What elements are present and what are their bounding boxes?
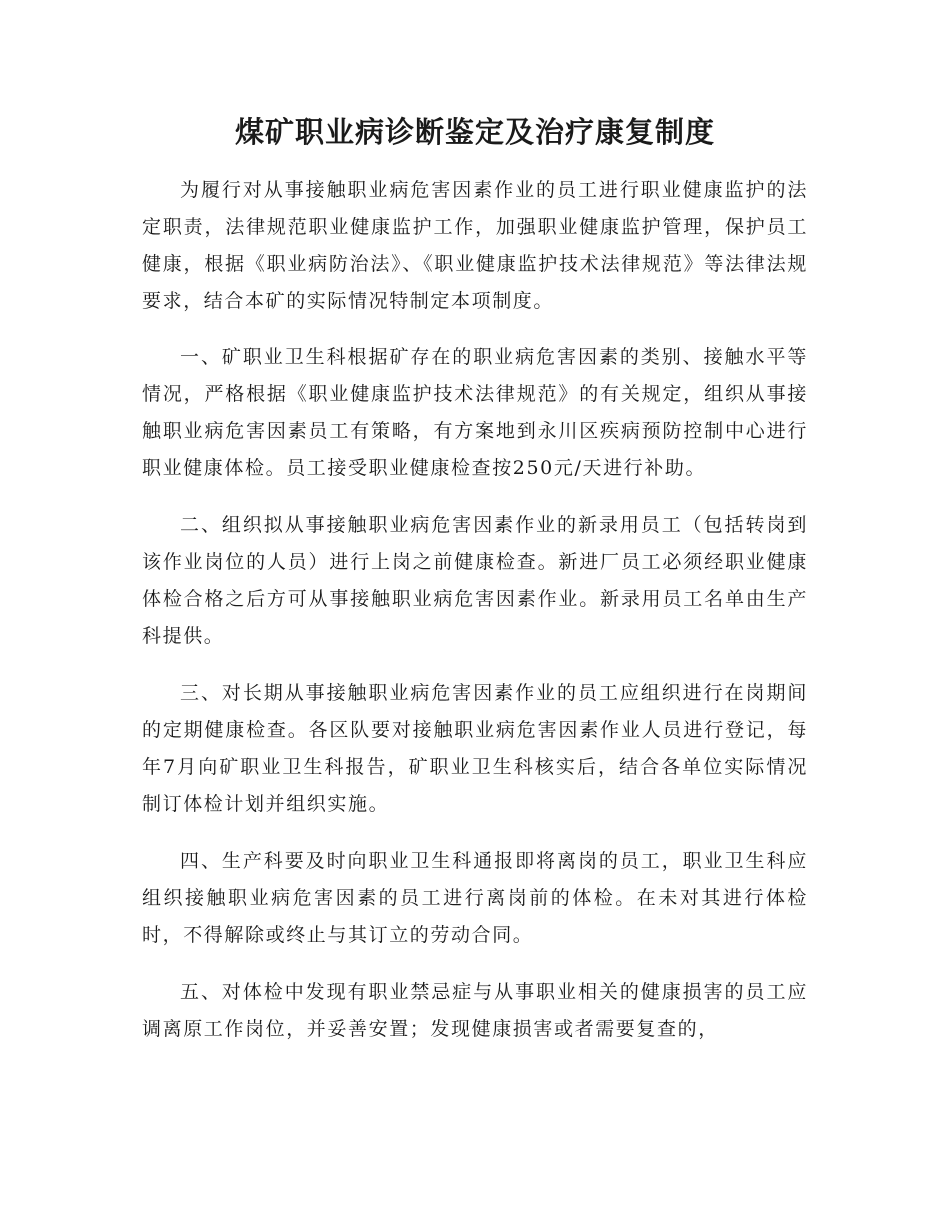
paragraph-item-1: 一、矿职业卫生科根据矿存在的职业病危害因素的类别、接触水平等情况，严格根据《职业健康监护技术法律规范》的有关规定，组织从事接触职业病危害因素员工有策略，有方案地到永川区疾病预防控制中心进行职业健康体检。员工接受职业健康检查按250元/天进行补助。 xyxy=(142,346,808,479)
paragraph-item-5: 五、对体检中发现有职业禁忌症与从事职业相关的健康损害的员工应调离原工作岗位，并妥善安置；发现健康损害或者需要复查的， xyxy=(142,981,808,1040)
paragraph-item-3: 三、对长期从事接触职业病危害因素作业的员工应组织进行在岗期间的定期健康检查。各区队要对接触职业病危害因素作业人员进行登记，每年7月向矿职业卫生科报告，矿职业卫生科核实后，结合各单位实际情况制订体检计划并组织实施。 xyxy=(142,682,808,815)
paragraph-intro: 为履行对从事接触职业病危害因素作业的员工进行职业健康监护的法定职责，法律规范职业健康监护工作，加强职业健康监护管理，保护员工健康，根据《职业病防治法》、《职业健康监护技术法律规范》等法律法规要求，结合本矿的实际情况特制定本项制度。 xyxy=(142,179,808,312)
document-title: 煤矿职业病诊断鉴定及治疗康复制度 xyxy=(234,115,715,149)
paragraph-item-4: 四、生产科要及时向职业卫生科通报即将离岗的员工，职业卫生科应组织接触职业病危害因素的员工进行离岗前的体检。在未对其进行体检时，不得解除或终止与其订立的劳动合同。 xyxy=(142,850,808,946)
paragraph-item-2: 二、组织拟从事接触职业病危害因素作业的新录用员工（包括转岗到该作业岗位的人员）进行上岗之前健康检查。新进厂员工必须经职业健康体检合格之后方可从事接触职业病危害因素作业。新录用员工名单由生产科提供。 xyxy=(142,514,808,647)
